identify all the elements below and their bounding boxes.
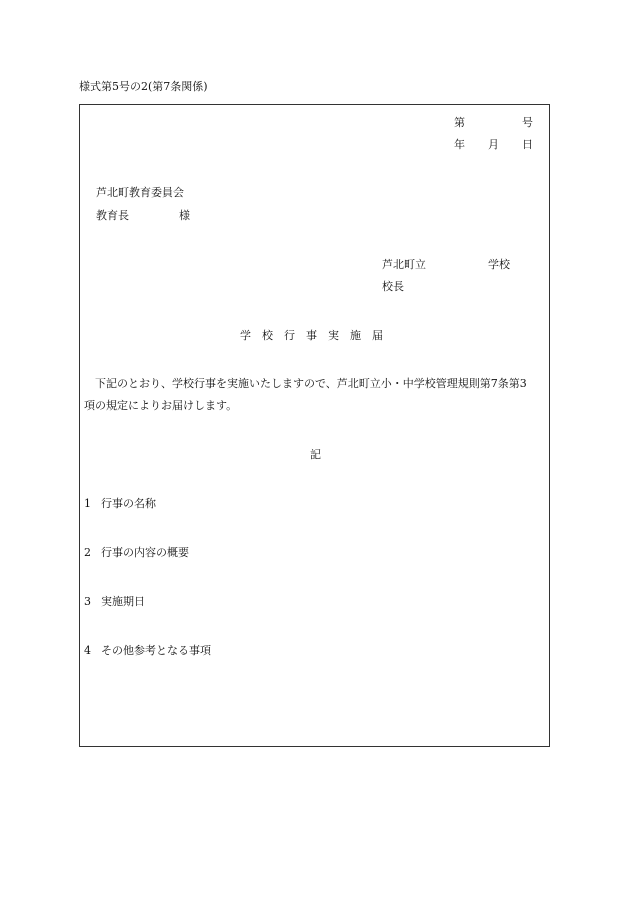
list-item [84,498,156,509]
list-item [84,547,189,558]
item-label: 実施期日 [101,595,145,608]
body-paragraph [84,373,544,417]
sender-town-prefix: 芦北町立 [382,258,426,271]
item-number: 1 [84,497,91,510]
item-label: 行事の名称 [101,497,156,510]
addressee-title: 教育長 [96,209,129,222]
date-day: 日 [522,138,533,151]
item-number: 4 [84,644,91,657]
sender-title: 校長 [382,280,404,293]
document-title: 学校行事実施届 [240,329,394,342]
date-month: 月 [488,138,499,151]
number-prefix: 第 [454,116,465,129]
body-line-2: 項の規定によりお届けします。 [84,399,238,412]
addressee-honorific: 様 [179,209,190,222]
date-year: 年 [454,138,465,151]
item-label: 行事の内容の概要 [101,546,189,559]
ki-heading: 記 [310,448,321,461]
item-label: その他参考となる事項 [101,644,211,657]
list-item [84,645,211,656]
form-number: 様式第5号の2(第7条関係) [79,80,208,93]
item-number: 3 [84,595,91,608]
sender-school-suffix: 学校 [488,258,510,271]
item-number: 2 [84,546,91,559]
number-suffix: 号 [522,116,533,129]
addressee-organization: 芦北町教育委員会 [96,186,184,199]
list-item [84,596,145,607]
body-line-1: 下記のとおり、学校行事を実施いたしますので、芦北町立小・中学校管理規則第7条第3 [95,377,527,390]
